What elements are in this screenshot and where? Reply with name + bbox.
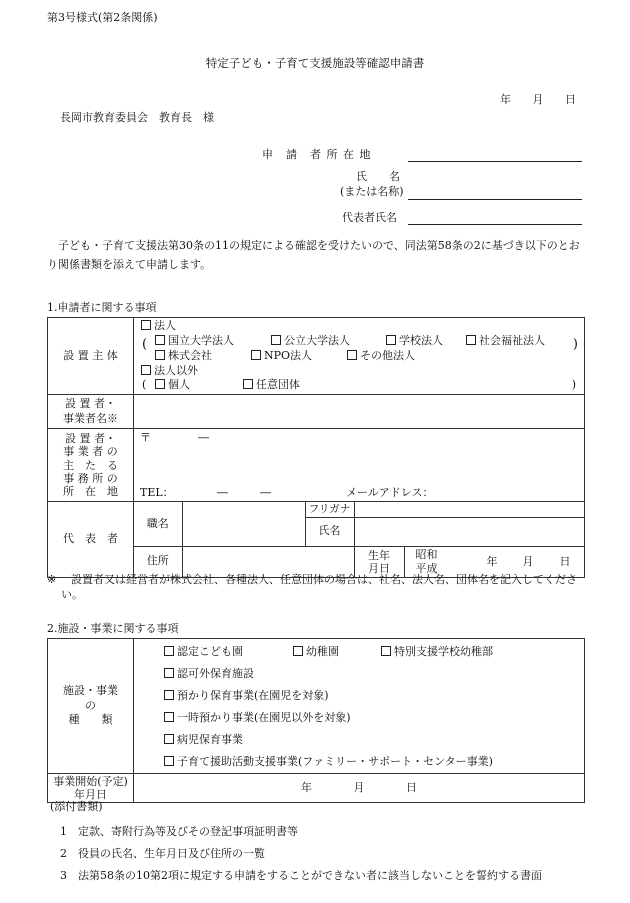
furigana-field[interactable] <box>354 502 585 517</box>
furigana-label: フリガナ <box>305 502 354 517</box>
corp-type-label: 学校法人 <box>399 333 443 347</box>
establisher-name-field[interactable] <box>134 395 585 429</box>
establisher-name-label: 設 置 者・ 事業者名※ <box>48 395 134 429</box>
applicant-name-sub-label: (または名称) <box>340 185 404 198</box>
facility-type-checkbox[interactable] <box>164 668 174 678</box>
corp-type-checkbox[interactable] <box>466 335 476 345</box>
addressee: 長岡市教育委員会 教育長 様 <box>60 111 214 124</box>
form-number: 第3号様式(第2条関係) <box>47 11 158 24</box>
establisher-label: 設 置 主 体 <box>48 318 134 395</box>
applicant-address-field[interactable] <box>408 161 582 162</box>
attachment-number: 1 <box>60 825 67 838</box>
non-corporation-checkbox[interactable] <box>141 365 151 375</box>
date-year: 年 <box>500 93 511 106</box>
attachment-text: 定款、寄附行為等及びその登記事項証明書等 <box>78 825 298 838</box>
dob-year: 年 <box>486 554 498 568</box>
corp-type-label: 公立大学法人 <box>284 333 350 347</box>
era-heisei: 平成 <box>415 561 438 575</box>
corp-type-checkbox[interactable] <box>271 335 281 345</box>
facility-type-checkbox[interactable] <box>164 756 174 766</box>
facility-table <box>47 638 585 803</box>
corp-type-checkbox[interactable] <box>386 335 396 345</box>
attachment-item <box>60 865 542 887</box>
attachments-heading: (添付書類) <box>50 800 103 813</box>
applicant-table <box>47 317 585 578</box>
postal-mark: 〒 <box>140 431 151 445</box>
attachment-text: 役員の氏名、生年月日及び住所の一覧 <box>78 847 265 860</box>
applicant-name-label: 氏 名 <box>356 170 400 183</box>
date-month: 月 <box>532 93 544 106</box>
attachments-list <box>60 821 542 887</box>
facility-type-label: 施設・事業 の 種 類 <box>48 639 134 774</box>
applicant-name-field[interactable] <box>408 199 582 200</box>
noncorp-type-checkbox[interactable] <box>243 379 253 389</box>
facility-type-checkbox[interactable] <box>293 646 303 656</box>
tel-dash: ― <box>260 486 271 500</box>
corp-type-checkbox[interactable] <box>155 350 165 360</box>
dob-month: 月 <box>522 554 534 568</box>
corp-type-checkbox[interactable] <box>347 350 357 360</box>
noncorp-type-label: 任意団体 <box>256 378 300 392</box>
facility-type-checkbox[interactable] <box>164 712 174 722</box>
close-bracket: ) <box>572 336 578 352</box>
facility-type-label-item: 預かり保育事業(在園児を対象) <box>177 689 329 702</box>
date-line <box>500 93 590 108</box>
facility-type-checkbox[interactable] <box>164 646 174 656</box>
applicant-address-label: 申 請 者 所 在 地 <box>262 148 372 161</box>
page-title: 特定子ども・子育て支援施設等確認申請書 <box>205 56 425 70</box>
office-address-label: 設 置 者・ 事 業 者 の 主 た る 事 務 所 の 所 在 地 <box>48 429 134 502</box>
representative-label: 代 表 者 <box>48 502 134 578</box>
facility-type-label-item: 特別支援学校幼稚部 <box>394 645 493 658</box>
start-date-field[interactable] <box>134 774 585 803</box>
tel-label: TEL： <box>140 486 174 500</box>
corporation-label: 法人 <box>154 319 176 332</box>
corporation-checkbox[interactable] <box>141 320 151 330</box>
facility-type-checkbox[interactable] <box>381 646 391 656</box>
intro-text: 子ども・子育て支援法第30条の11の規定による確認を受けたいので、同法第58条の2に基づき以下のとおり関係書類を添えて申請します。 <box>47 239 580 272</box>
rep-address-label: 住所 <box>134 546 182 577</box>
footnote-text: 設置者又は経営者が株式会社、各種法人、任意団体の場合は、社名、法人名、団体名を記入してください。 <box>61 573 577 601</box>
attachment-number: 3 <box>60 869 67 882</box>
applicant-rep-label: 代表者氏名 <box>342 211 397 224</box>
office-address-field[interactable] <box>134 429 585 502</box>
facility-type-label-item: 一時預かり事業(在園児以外を対象) <box>177 711 351 724</box>
dob-label: 生年 月日 <box>354 546 404 577</box>
facility-type-label-item: 認定こども園 <box>177 645 243 658</box>
rep-name-field[interactable] <box>354 517 585 546</box>
open-bracket: ( <box>142 378 147 392</box>
era-showa: 昭和 <box>415 547 438 561</box>
noncorp-type-checkbox[interactable] <box>155 379 165 389</box>
tel-dash: ― <box>217 486 228 500</box>
corp-type-checkbox[interactable] <box>155 335 165 345</box>
corp-type-label: NPO法人 <box>264 348 313 362</box>
start-day: 日 <box>406 780 417 794</box>
start-year: 年 <box>301 780 312 794</box>
open-bracket: ( <box>142 336 148 352</box>
footnote-mark: ※ <box>47 573 57 586</box>
attachment-item <box>60 821 542 843</box>
facility-type-checkbox[interactable] <box>164 734 174 744</box>
facility-type-label-item: 病児保育事業 <box>177 733 243 746</box>
attachment-number: 2 <box>60 847 67 860</box>
facility-type-options <box>134 639 585 774</box>
corp-type-label: その他法人 <box>360 348 415 362</box>
date-day: 日 <box>565 93 576 106</box>
job-title-field[interactable] <box>182 502 305 546</box>
facility-type-label-item: 認可外保育施設 <box>177 667 254 680</box>
attachment-item <box>60 843 542 865</box>
section1-heading: 1.申請者に関する事項 <box>47 301 157 314</box>
attachment-text: 法第58条の10第2項に規定する申請をすることができない者に該当しないことを誓約する書面 <box>78 869 542 882</box>
applicant-rep-field[interactable] <box>408 224 582 225</box>
close-bracket: ) <box>571 378 576 392</box>
section2-heading: 2.施設・事業に関する事項 <box>47 622 179 635</box>
start-date-label: 事業開始(予定) 年月日 <box>48 774 134 803</box>
establisher-options <box>134 318 585 395</box>
facility-type-label-item: 子育て援助活動支援事業(ファミリー・サポート・センター事業) <box>177 755 493 768</box>
rep-name-label: 氏名 <box>305 517 354 546</box>
dob-day: 日 <box>559 554 571 568</box>
email-label: メールアドレス： <box>346 486 434 500</box>
facility-type-label-item: 幼稚園 <box>306 645 339 658</box>
corp-type-label: 株式会社 <box>168 348 212 362</box>
start-month: 月 <box>353 780 365 794</box>
postal-dash: ― <box>198 431 209 445</box>
non-corporation-label: 法人以外 <box>154 363 198 377</box>
representative-subtable <box>134 502 585 577</box>
corp-type-label: 社会福祉法人 <box>479 333 545 347</box>
corp-type-label: 国立大学法人 <box>168 333 234 347</box>
noncorp-type-label: 個人 <box>168 378 190 392</box>
facility-type-checkbox[interactable] <box>164 690 174 700</box>
job-title-label: 職名 <box>134 502 182 546</box>
corp-type-checkbox[interactable] <box>251 350 261 360</box>
